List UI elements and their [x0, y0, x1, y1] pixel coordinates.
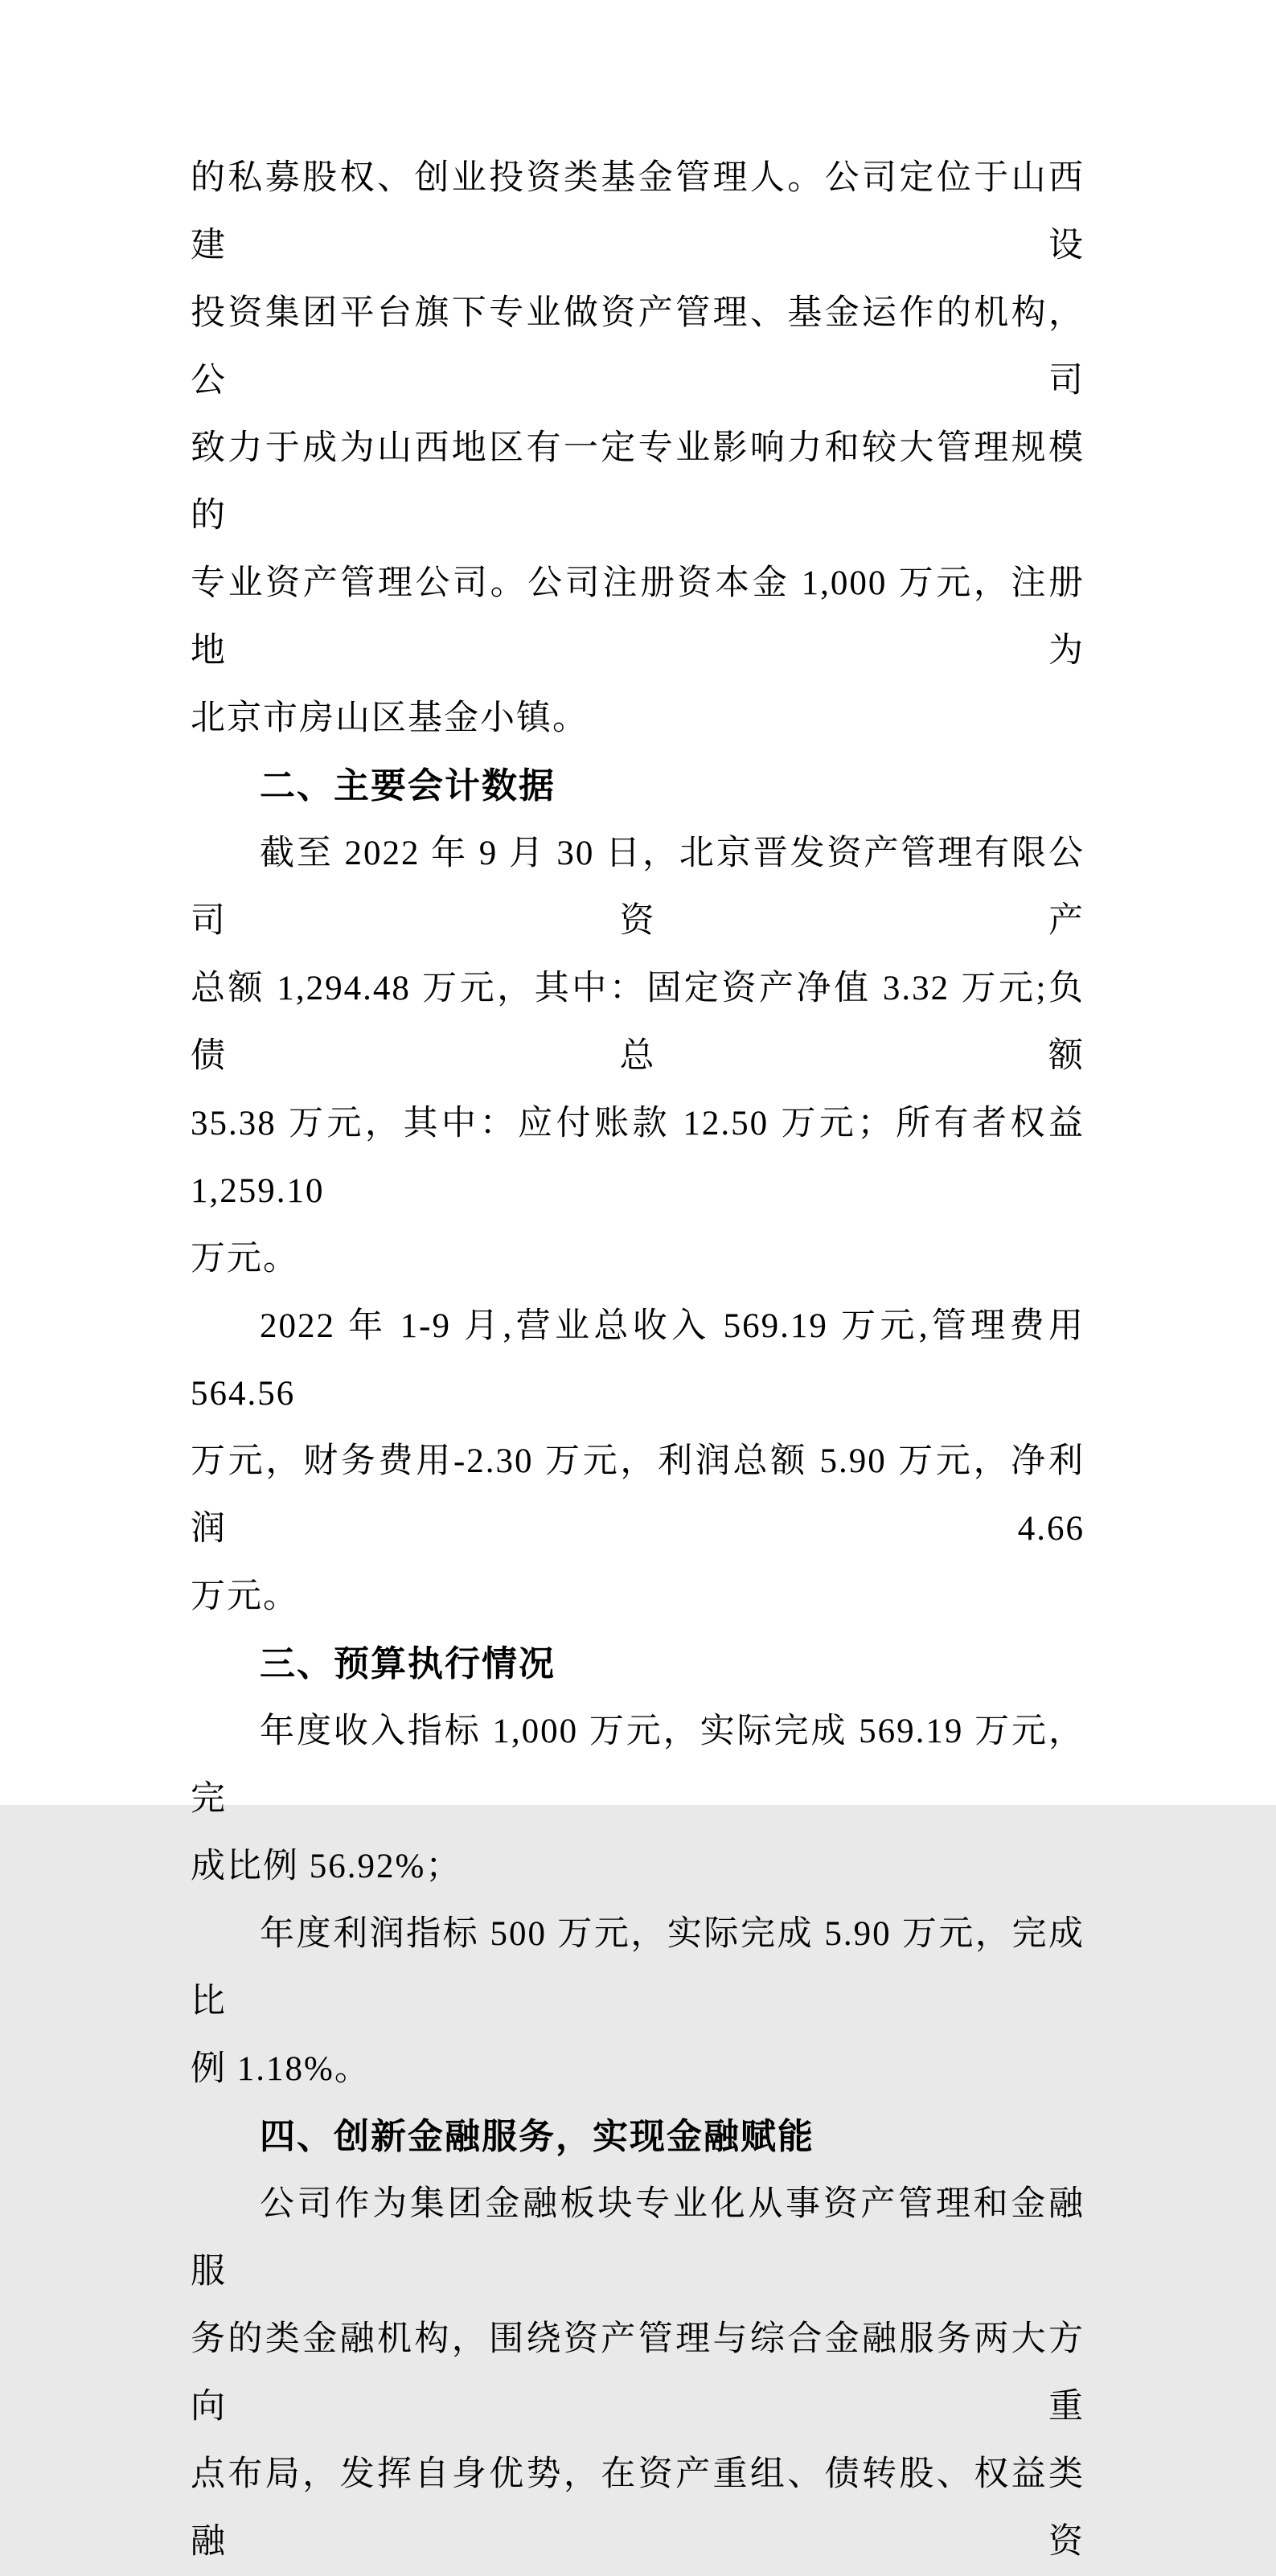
text-line: 年度收入指标 1,000 万元，实际完成 569.19 万元，完 — [191, 1713, 1085, 1818]
paragraph-income-statement — [191, 1293, 1085, 1631]
text-line: 北京市房山区基金小镇。 — [191, 699, 589, 737]
section-heading-budget-execution: 三、预算执行情况 — [260, 1644, 556, 1684]
text-line: 万元。 — [191, 1577, 299, 1615]
text-line: 务的类金融机构，围绕资产管理与综合金融服务两大方向重 — [191, 2320, 1085, 2426]
paragraph-revenue-target — [191, 1698, 1085, 1901]
text-line: 35.38 万元，其中：应付账款 12.50 万元；所有者权益 1,259.10 — [191, 1105, 1085, 1210]
text-line: 投资集团平台旗下专业做资产管理、基金运作的机构，公司 — [191, 294, 1085, 400]
paragraph-profit-target — [191, 1901, 1085, 2103]
section-heading-financial-innovation: 四、创新金融服务，实现金融赋能 — [260, 2117, 814, 2156]
text-line: 公司作为集团金融板块专业化从事资产管理和金融服 — [191, 2185, 1085, 2291]
paragraph-company-intro — [191, 145, 1085, 753]
text-line: 例 1.18%。 — [191, 2050, 371, 2088]
text-line: 截至 2022 年 9 月 30 日，北京晋发资产管理有限公司资产 — [191, 835, 1085, 940]
text-line: 万元，财务费用-2.30 万元，利润总额 5.90 万元，净利润 4.66 — [191, 1442, 1085, 1548]
text-line: 2022 年 1-9 月,营业总收入 569.19 万元,管理费用 564.56 — [191, 1307, 1085, 1413]
document-body — [191, 145, 1085, 2576]
text-line: 点布局，发挥自身优势，在资产重组、债转股、权益类融资 — [191, 2455, 1085, 2561]
paragraph-balance-sheet — [191, 820, 1085, 1293]
text-line: 致力于成为山西地区有一定专业影响力和较大管理规模的 — [191, 429, 1085, 535]
section-heading-accounting-data: 二、主要会计数据 — [260, 766, 556, 806]
text-line: 专业资产管理公司。公司注册资本金 1,000 万元，注册地为 — [191, 564, 1085, 670]
text-line: 成比例 56.92%； — [191, 1848, 462, 1885]
text-line: 的私募股权、创业投资类基金管理人。公司定位于山西建设 — [191, 159, 1085, 265]
text-line: 总额 1,294.48 万元，其中：固定资产净值 3.32 万元;负债总额 — [191, 970, 1085, 1075]
text-line: 万元。 — [191, 1240, 299, 1278]
text-line: 年度利润指标 500 万元，实际完成 5.90 万元，完成比 — [191, 1915, 1085, 2020]
paragraph-financial-services — [191, 2171, 1085, 2576]
